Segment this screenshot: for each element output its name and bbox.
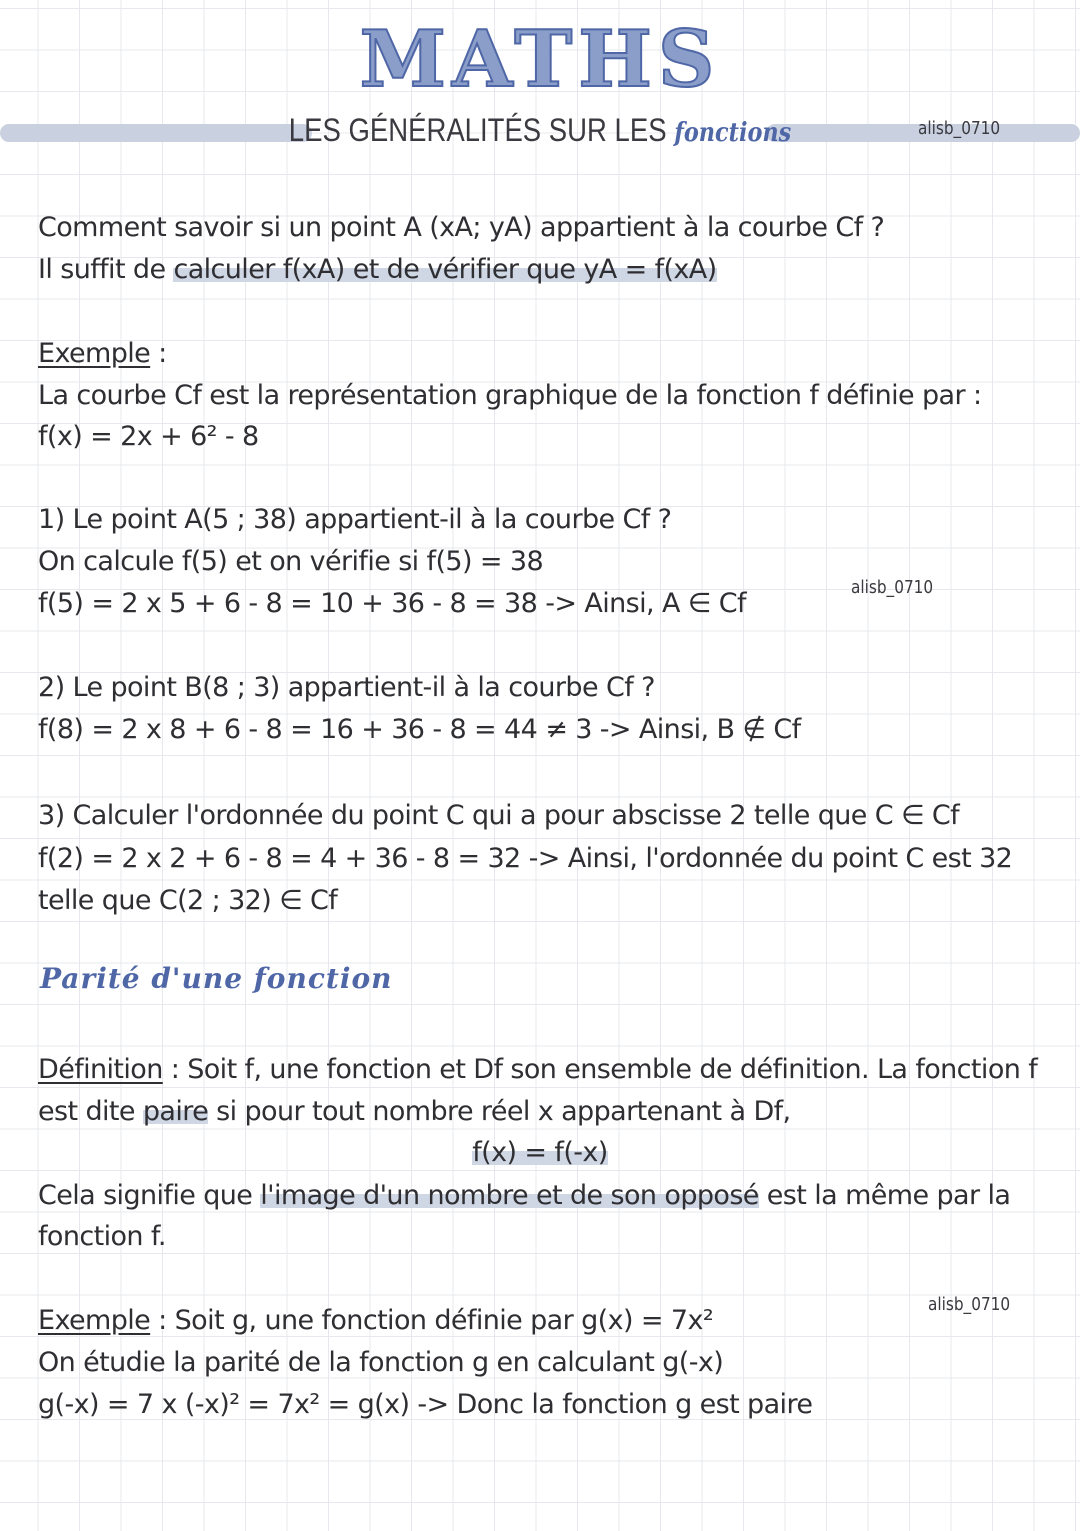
subtitle-script: fonctions xyxy=(674,118,792,148)
section-heading-parite: Parité d'une fonction xyxy=(40,962,393,995)
meaning-text-b: est la même par la xyxy=(758,1180,1011,1211)
definition-formula xyxy=(0,1137,1080,1168)
example2-line-1 xyxy=(38,1305,713,1336)
example-heading xyxy=(38,338,167,369)
definition-highlight-paire: paire xyxy=(142,1096,209,1127)
question-1-line-2: On calcule f(5) et on vérifie si f(5) = 38 xyxy=(38,546,544,577)
page-subtitle xyxy=(76,112,1005,149)
meaning-line-1 xyxy=(38,1180,1010,1211)
definition-label: Définition xyxy=(38,1054,163,1085)
example-intro: La courbe Cf est la représentation graphique de la fonction f définie par : xyxy=(38,380,982,411)
question-2-line-2: f(8) = 2 x 8 + 6 - 8 = 16 + 36 - 8 = 44 ≠ 3 -> Ainsi, B ∉ Cf xyxy=(38,714,801,745)
definition-formula-text: f(x) = f(-x) xyxy=(472,1137,608,1168)
question-1: 1) Le point A(5 ; 38) appartient-il à la courbe Cf ? xyxy=(38,504,672,535)
example2-line-3: g(-x) = 7 x (-x)² = 7x² = g(x) -> Donc la fonction g est paire xyxy=(38,1389,813,1420)
watermark-top: alisb_0710 xyxy=(918,118,1001,139)
example-label: Exemple xyxy=(38,338,151,369)
definition-line-1 xyxy=(38,1054,1037,1085)
meaning-highlight: l'image d'un nombre et de son opposé xyxy=(260,1180,759,1211)
definition-text-2b: si pour tout nombre réel x appartenant à Df, xyxy=(208,1096,791,1127)
definition-text-1: : Soit f, une fonction et Df son ensemble de définition. La fonction f xyxy=(162,1054,1038,1085)
example2-label: Exemple xyxy=(38,1305,151,1336)
intro-answer-highlight: calculer f(xA) et de vérifier que yA = f(xA) xyxy=(173,254,717,285)
example2-line-2: On étudie la parité de la fonction g en calculant g(-x) xyxy=(38,1347,724,1378)
intro-answer xyxy=(38,254,717,285)
intro-question: Comment savoir si un point A (xA; yA) appartient à la courbe Cf ? xyxy=(38,212,885,243)
watermark-middle: alisb_0710 xyxy=(851,577,934,598)
question-3: 3) Calculer l'ordonnée du point C qui a pour abscisse 2 telle que C ∈ Cf xyxy=(38,800,960,831)
question-1-line-3: f(5) = 2 x 5 + 6 - 8 = 10 + 36 - 8 = 38 -> Ainsi, A ∈ Cf xyxy=(38,588,746,619)
watermark-bottom: alisb_0710 xyxy=(928,1294,1011,1315)
question-3-line-2: f(2) = 2 x 2 + 6 - 8 = 4 + 36 - 8 = 32 -> Ainsi, l'ordonnée du point C est 32 xyxy=(38,843,1013,874)
definition-text-2a: est dite xyxy=(38,1096,143,1127)
meaning-text-a: Cela signifie que xyxy=(38,1180,261,1211)
example-label-suffix: : xyxy=(150,338,167,369)
question-3-line-3: telle que C(2 ; 32) ∈ Cf xyxy=(38,885,338,916)
intro-answer-prefix: Il suffit de xyxy=(38,254,174,285)
page-title: MATHS xyxy=(359,14,721,105)
question-2: 2) Le point B(8 ; 3) appartient-il à la courbe Cf ? xyxy=(38,672,655,703)
meaning-line-2: fonction f. xyxy=(38,1221,166,1252)
definition-line-2 xyxy=(38,1096,791,1127)
subtitle-text: LES GÉNÉRALITÉS SUR LES xyxy=(288,112,667,148)
example-formula: f(x) = 2x + 6² - 8 xyxy=(38,421,259,452)
example2-text-1: : Soit g, une fonction définie par g(x) = 7x² xyxy=(150,1305,714,1336)
